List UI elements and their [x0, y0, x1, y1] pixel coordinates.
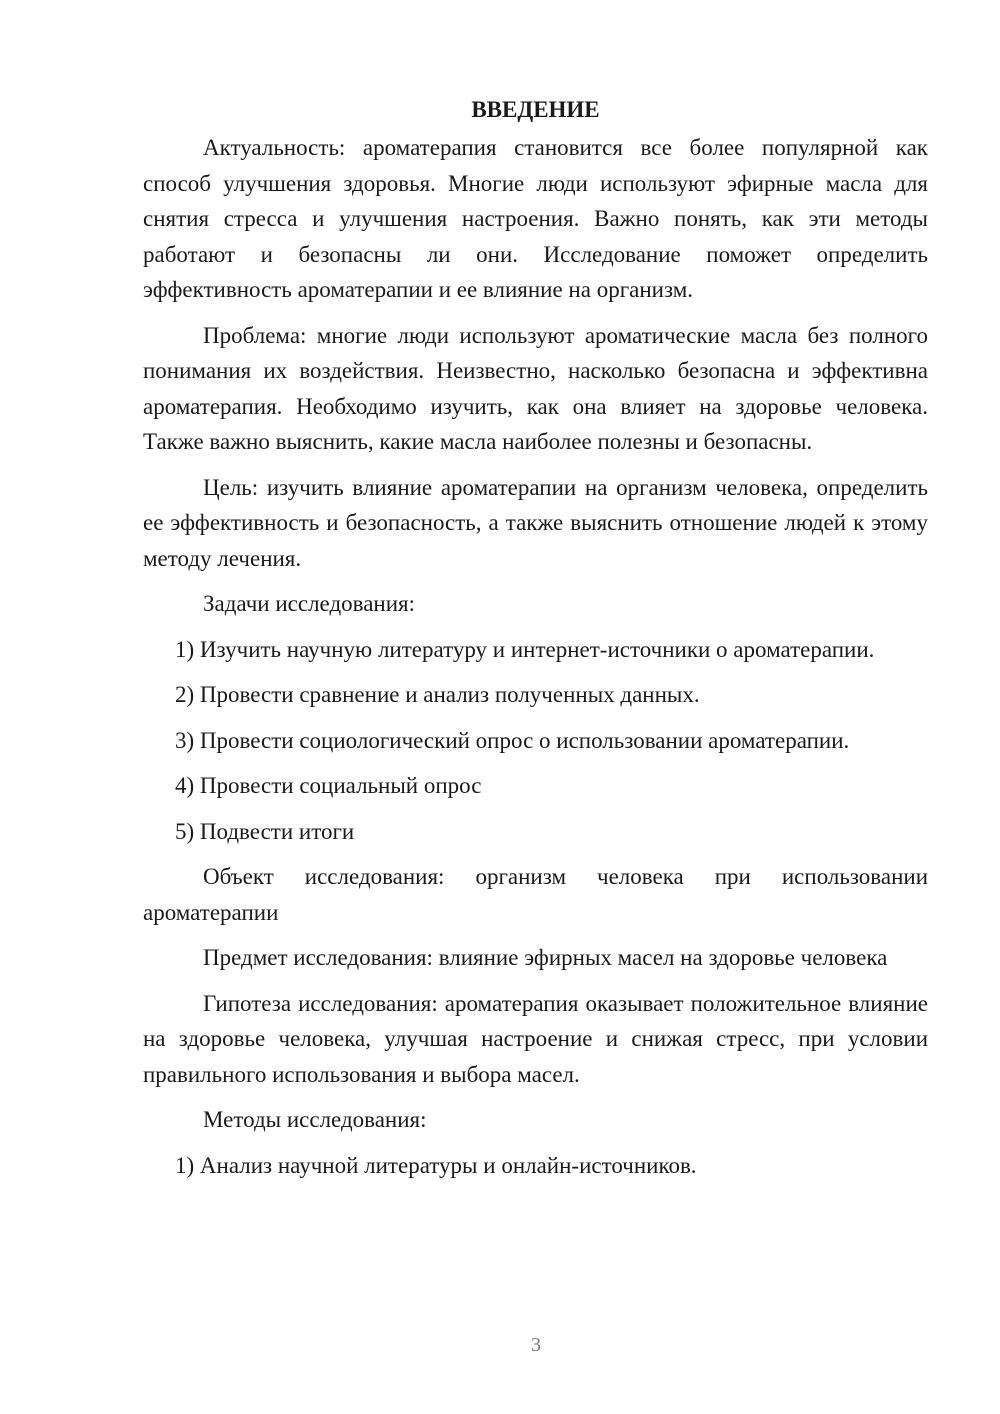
page-title: ВВЕДЕНИЕ [471, 97, 600, 122]
task-item: 3) Провести социологический опрос о использовании ароматерапии. [175, 727, 850, 753]
methods-heading: Методы исследования: [203, 1107, 427, 1132]
document-page [143, 92, 928, 1183]
tasks-heading: Задачи исследования: [203, 591, 416, 616]
hypothesis-paragraph: Гипотеза исследования: ароматерапия оказывает положительное влияние на здоровье человека, улучшая настроение и снижая стресс, при условии правильного использования и выбора масел. [143, 990, 928, 1087]
subject-paragraph: Предмет исследования: влияние эфирных масел на здоровье человека [203, 945, 888, 970]
goal-paragraph: Цель: изучить влияние ароматерапии на организм человека, определить ее эффективность и безопасность, а также выяснить отношение людей к этому методу лечения. [143, 474, 928, 571]
method-item: 1) Анализ научной литературы и онлайн-источников. [175, 1152, 697, 1178]
task-item: 2) Провести сравнение и анализ полученных данных. [175, 682, 700, 707]
task-item: 5) Подвести итоги [175, 818, 355, 844]
object-paragraph: Объект исследования: организм человека при использовании ароматерапии [143, 864, 928, 925]
relevance-paragraph: Актуальность: ароматерапия становится все более популярной как способ улучшения здоровья. Многие люди используют эфирные масла для снятия стресса и улучшения настроения. Важно понять, как эти методы работают и безопасны ли они. Исследование поможет определить эффективность ароматерапии и ее влияние на организм. [143, 135, 928, 302]
task-item: 4) Провести социальный опрос [175, 773, 482, 798]
page-number: 3 [531, 1334, 541, 1356]
task-item: 1) Изучить научную литературу и интернет-источники о ароматерапии. [175, 636, 875, 662]
problem-paragraph: Проблема: многие люди используют ароматические масла без полного понимания их воздействия. Неизвестно, насколько безопасна и эффективна ароматерапия. Необходимо изучить, как она влияет на здоровье человека. Также важно выяснить, какие масла наиболее полезны и безопасны. [143, 322, 928, 454]
